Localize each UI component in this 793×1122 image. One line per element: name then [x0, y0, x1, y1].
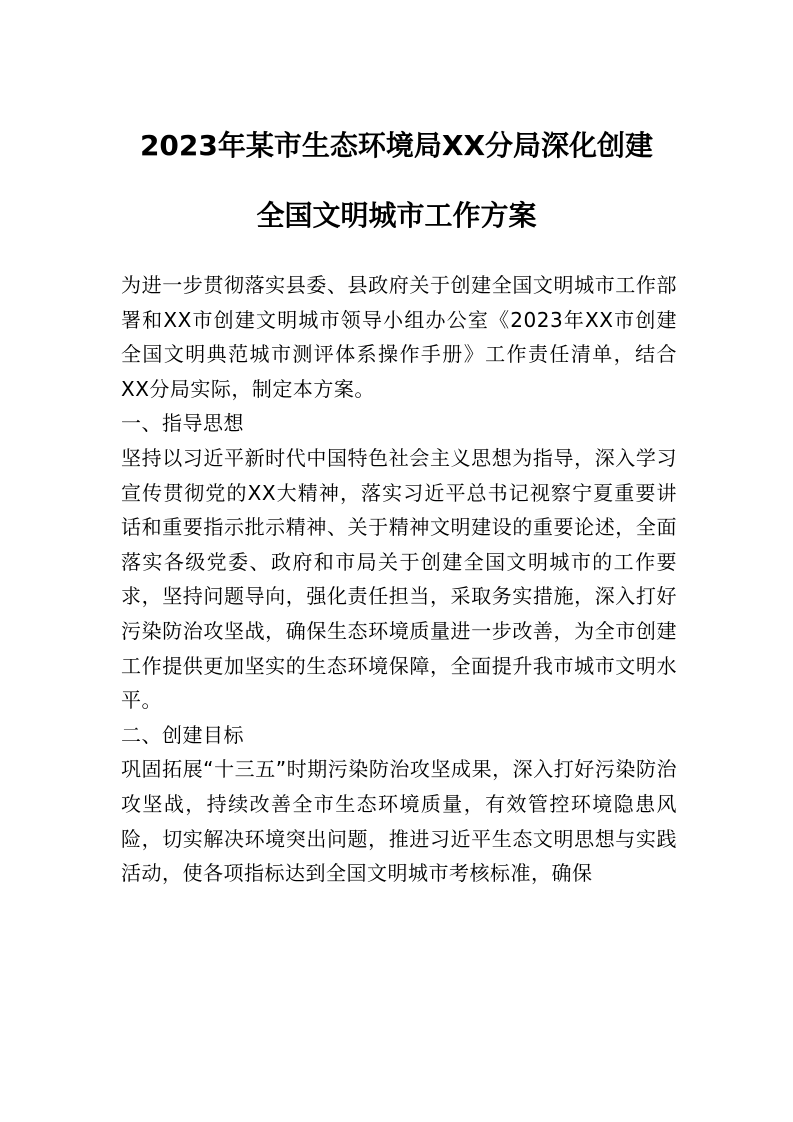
guiding-ideology-paragraph: 坚持以习近平新时代中国特色社会主义思想为指导，深入学习宣传贯彻党的XX大精神，落实习近平总书记视察宁夏重要讲话和重要指示批示精神、关于精神文明建设的重要论述，全面落实各级党委、政府和市局关于创建全国文明城市的工作要求，坚持问题导向，强化责任担当，采取务实措施，深入打好污染防治攻坚战，确保生态环境质量进一步改善，为全市创建工作提供更加坚实的生态环境保障，全面提升我市城市文明水平。 — [121, 445, 677, 713]
section-heading-guiding-ideology: 一、指导思想 — [121, 411, 244, 436]
document-body — [121, 268, 677, 891]
intro-paragraph: 为进一步贯彻落实县委、县政府关于创建全国文明城市工作部署和XX市创建文明城市领导小组办公室《2023年XX市创建全国文明典范城市测评体系操作手册》工作责任清单，结合XX分局实际，制定本方案。 — [121, 273, 677, 401]
section-heading-goals: 二、创建目标 — [121, 722, 244, 747]
document-title-line2: 全国文明城市工作方案 — [256, 199, 537, 232]
document-title-line1: 2023年某市生态环境局XX分局深化创建 — [139, 129, 654, 162]
goals-paragraph: 巩固拓展“十三五”时期污染防治攻坚成果，深入打好污染防治攻坚战，持续改善全市生态环境质量，有效管控环境隐患风险，切实解决环境突出问题，推进习近平生态文明思想与实践活动，使各项指标达到全国文明城市考核标准，确保 — [121, 757, 677, 886]
